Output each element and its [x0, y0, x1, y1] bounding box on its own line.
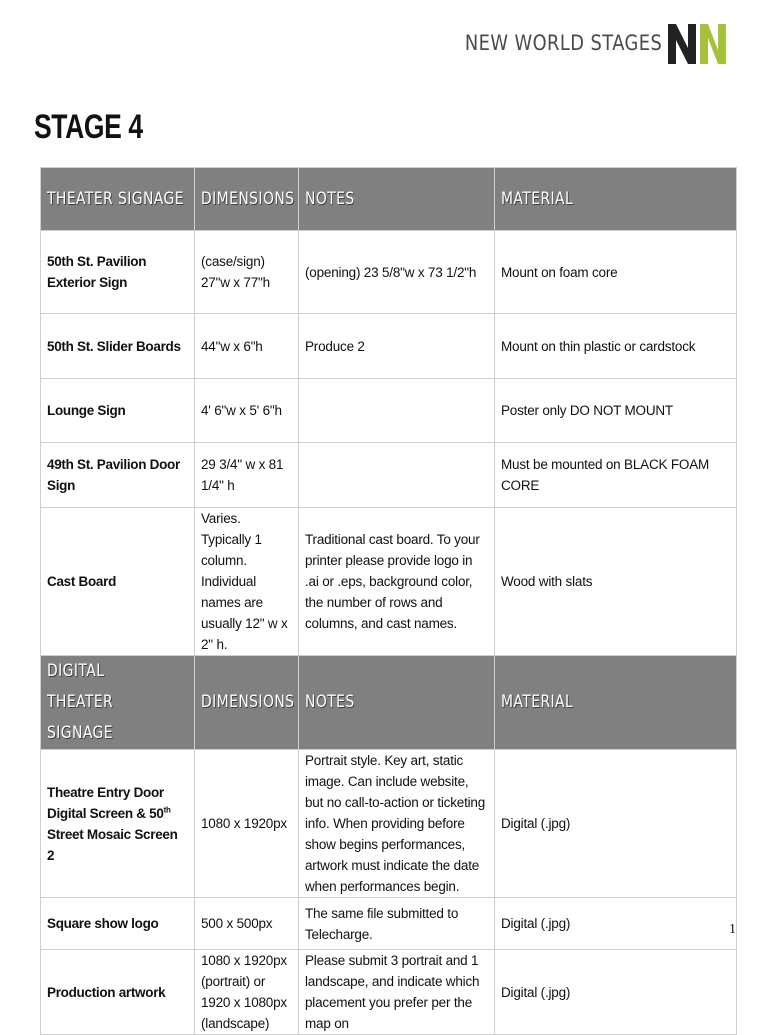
row-dimensions: 500 x 500px: [195, 898, 299, 950]
brand-logo: [430, 20, 730, 66]
row-item: 50th St. Slider Boards: [41, 314, 195, 379]
row-dimensions: (case/sign) 27"w x 77"h: [195, 231, 299, 314]
row-item: 50th St. Pavilion Exterior Sign: [41, 231, 195, 314]
row-item: Square show logo: [41, 898, 195, 950]
row-dimensions: 29 3/4" w x 81 1/4" h: [195, 443, 299, 508]
row-item: Production artwork: [41, 950, 195, 1035]
table-row: [41, 950, 737, 1035]
table-row: [41, 750, 737, 898]
row-material: Mount on thin plastic or cardstock: [495, 314, 737, 379]
header-dimensions: DIMENSIONS: [195, 656, 299, 750]
row-material: Must be mounted on BLACK FOAM CORE: [495, 443, 737, 508]
row-dimensions: 4' 6"w x 5' 6"h: [195, 379, 299, 443]
table-row: [41, 379, 737, 443]
row-item: 49th St. Pavilion Door Sign: [41, 443, 195, 508]
header-theater-signage: THEATER SIGNAGE: [41, 168, 195, 231]
row-item: Lounge Sign: [41, 379, 195, 443]
row-material: Wood with slats: [495, 508, 737, 656]
header-digital-theater-signage: DIGITAL THEATER SIGNAGE: [41, 656, 195, 750]
theater-signage-header-row: [41, 168, 737, 231]
logo-bar-mid: [688, 24, 696, 64]
header-dimensions: DIMENSIONS: [195, 168, 299, 231]
row-dimensions: 44"w x 6"h: [195, 314, 299, 379]
row-material: Digital (.jpg): [495, 950, 737, 1035]
row-dimensions: 1080 x 1920px: [195, 750, 299, 898]
table-row: [41, 443, 737, 508]
row-material: Poster only DO NOT MOUNT: [495, 379, 737, 443]
page-title: STAGE 4: [34, 108, 143, 146]
row-notes: (opening) 23 5/8"w x 73 1/2"h: [299, 231, 495, 314]
row-notes: Please submit 3 portrait and 1 landscape, and indicate which placement you prefer per the map on: [299, 950, 495, 1035]
row-notes: [299, 443, 495, 508]
row-notes: The same file submitted to Telecharge.: [299, 898, 495, 950]
header-notes: NOTES: [299, 168, 495, 231]
row-notes: [299, 379, 495, 443]
table-row: [41, 231, 737, 314]
row-item: Theatre Entry Door Digital Screen & 50th Street Mosaic Screen 2: [41, 750, 195, 898]
header-material: MATERIAL: [495, 656, 737, 750]
row-notes: Produce 2: [299, 314, 495, 379]
row-notes: Traditional cast board. To your printer please provide logo in .ai or .eps, background color, the number of rows and columns, and cast names.: [299, 508, 495, 656]
row-item: Cast Board: [41, 508, 195, 656]
brand-name: NEW WORLD STAGES: [464, 31, 662, 55]
logo-green-mark: [700, 24, 726, 64]
row-dimensions: Varies. Typically 1 column. Individual names are usually 12" w x 2" h.: [195, 508, 299, 656]
row-material: Mount on foam core: [495, 231, 737, 314]
row-material: Digital (.jpg): [495, 898, 737, 950]
row-material: Digital (.jpg): [495, 750, 737, 898]
header-material: MATERIAL: [495, 168, 737, 231]
page-number: 1: [729, 922, 736, 937]
row-notes: Portrait style. Key art, static image. Can include website, but no call-to-action or ticketing info. When providing before show begins performances, artwork must indicate the date when performances begin.: [299, 750, 495, 898]
table-row: [41, 898, 737, 950]
row-dimensions: 1080 x 1920px (portrait) or 1920 x 1080px (landscape): [195, 950, 299, 1035]
table-row: [41, 508, 737, 656]
table-row: [41, 314, 737, 379]
digital-signage-header-row: [41, 656, 737, 750]
signage-table: [40, 167, 737, 1035]
header-notes: NOTES: [299, 656, 495, 750]
nws-logo-icon: [666, 20, 730, 66]
